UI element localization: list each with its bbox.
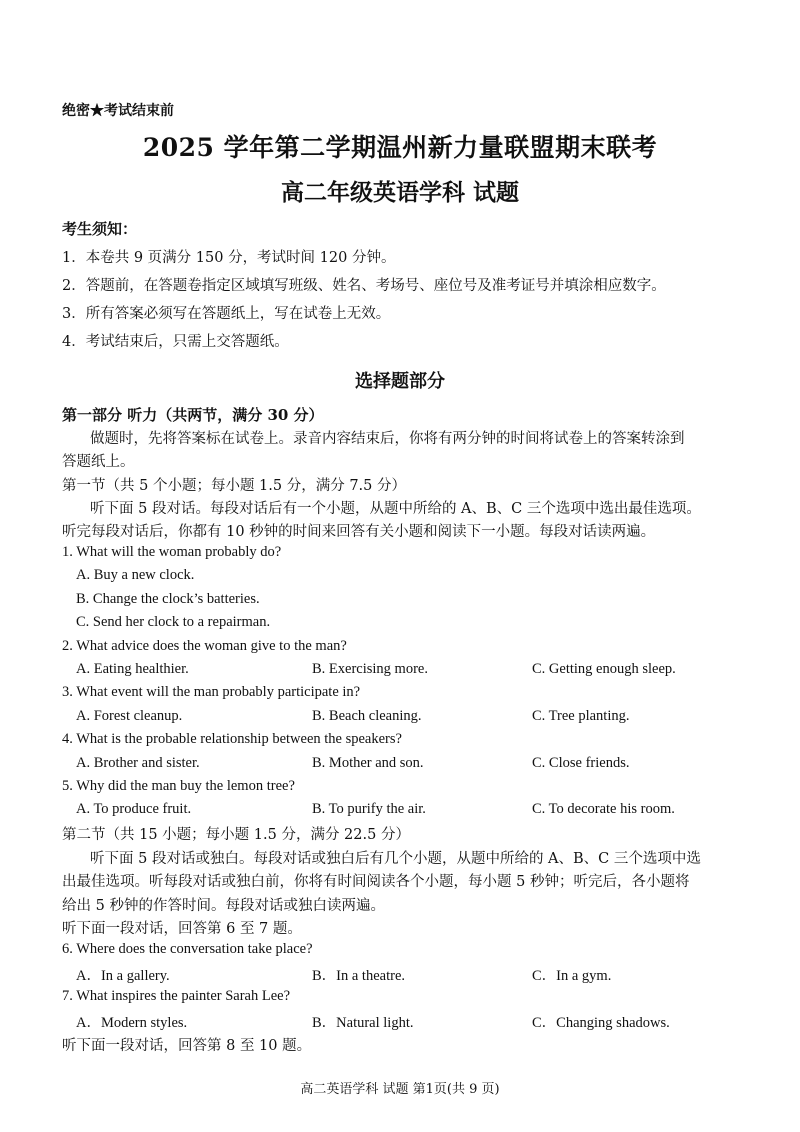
option-a: A. Brother and sister. bbox=[76, 755, 200, 771]
dialogue-lead: 听下面一段对话，回答第 8 至 10 题。 bbox=[62, 1038, 312, 1054]
section2-instructions: 给出 5 秒钟的作答时间。每段对话或独白读两遍。 bbox=[62, 898, 385, 914]
option-a: A. Buy a new clock. bbox=[76, 567, 195, 583]
question-text: 3. What event will the man probably participate in? bbox=[62, 684, 361, 700]
section1-instructions: 听完每段对话后，你都有 10 秒钟的时间来回答有关小题和阅读下一小题。每段对话读两遍。 bbox=[62, 524, 656, 540]
notice-item: 4．考试结束后，只需上交答题纸。 bbox=[62, 334, 289, 350]
question-text: 2. What advice does the woman give to the man? bbox=[62, 638, 347, 654]
question-text: 4. What is the probable relationship between the speakers? bbox=[62, 731, 402, 747]
option-b: B. To purify the air. bbox=[312, 801, 426, 817]
exam-subtitle: 高二年级英语学科 试题 bbox=[280, 179, 519, 206]
option-b: B. Exercising more. bbox=[312, 661, 428, 677]
question-text: 6. Where does the conversation take place? bbox=[62, 941, 313, 957]
option-c: C. To decorate his room. bbox=[532, 801, 675, 817]
option-c: C．In a gym. bbox=[532, 968, 612, 984]
section1-instructions: 听下面 5 段对话。每段对话后有一个小题，从题中所给的 A、B、C 三个选项中选出最佳选项。 bbox=[90, 501, 701, 517]
section1-heading: 第一节（共 5 个小题；每小题 1.5 分，满分 7.5 分） bbox=[62, 478, 406, 494]
section2-instructions: 出最佳选项。听每段对话或独白前，你将有时间阅读各个小题，每小题 5 秒钟；听完后，各小题将 bbox=[62, 874, 690, 890]
part1-heading: 第一部分 听力（共两节，满分 30 分） bbox=[62, 406, 324, 424]
notice-item: 3．所有答案必须写在答题纸上，写在试卷上无效。 bbox=[62, 306, 391, 322]
option-c: C．Changing shadows. bbox=[532, 1015, 670, 1031]
option-a: A. Eating healthier. bbox=[76, 661, 189, 677]
notice-item: 1．本卷共 9 页满分 150 分，考试时间 120 分钟。 bbox=[62, 250, 396, 266]
question-text: 1. What will the woman probably do? bbox=[62, 544, 282, 560]
page-footer: 高二英语学科 试题 第1页(共 9 页) bbox=[300, 1082, 500, 1097]
option-c: C. Send her clock to a repairman. bbox=[76, 614, 271, 630]
option-a: A. To produce fruit. bbox=[76, 801, 192, 817]
option-a: A. Forest cleanup. bbox=[76, 708, 183, 724]
option-a: A．Modern styles. bbox=[76, 1015, 188, 1031]
section-title: 选择题部分 bbox=[355, 371, 445, 392]
section2-heading: 第二节（共 15 小题；每小题 1.5 分，满分 22.5 分） bbox=[62, 827, 410, 843]
option-b: B．In a theatre. bbox=[312, 968, 406, 984]
part1-intro: 答题纸上。 bbox=[62, 454, 135, 470]
dialogue-lead: 听下面一段对话，回答第 6 至 7 题。 bbox=[62, 921, 302, 937]
option-c: C. Tree planting. bbox=[532, 708, 630, 724]
exam-title: 2025 学年第二学期温州新力量联盟期末联考 bbox=[142, 133, 658, 162]
notice-heading: 考生须知： bbox=[62, 220, 138, 238]
confidential-label: 绝密★考试结束前 bbox=[62, 103, 174, 119]
notice-item: 2．答题前，在答题卷指定区域填写班级、姓名、考场号、座位号及准考证号并填涂相应数字。 bbox=[62, 278, 666, 294]
option-b: B. Mother and son. bbox=[312, 755, 424, 771]
option-c: C. Close friends. bbox=[532, 755, 630, 771]
option-a: A．In a gallery. bbox=[76, 968, 170, 984]
option-b: B. Beach cleaning. bbox=[312, 708, 422, 724]
option-b: B．Natural light. bbox=[312, 1015, 414, 1031]
option-b: B. Change the clock’s batteries. bbox=[76, 591, 260, 607]
section2-instructions: 听下面 5 段对话或独白。每段对话或独白后有几个小题，从题中所给的 A、B、C 三个选项中选 bbox=[90, 851, 701, 867]
question-text: 7. What inspires the painter Sarah Lee? bbox=[62, 988, 291, 1004]
part1-intro: 做题时，先将答案标在试卷上。录音内容结束后，你将有两分钟的时间将试卷上的答案转涂到 bbox=[90, 431, 685, 447]
question-text: 5. Why did the man buy the lemon tree? bbox=[62, 778, 295, 794]
option-c: C. Getting enough sleep. bbox=[532, 661, 676, 677]
